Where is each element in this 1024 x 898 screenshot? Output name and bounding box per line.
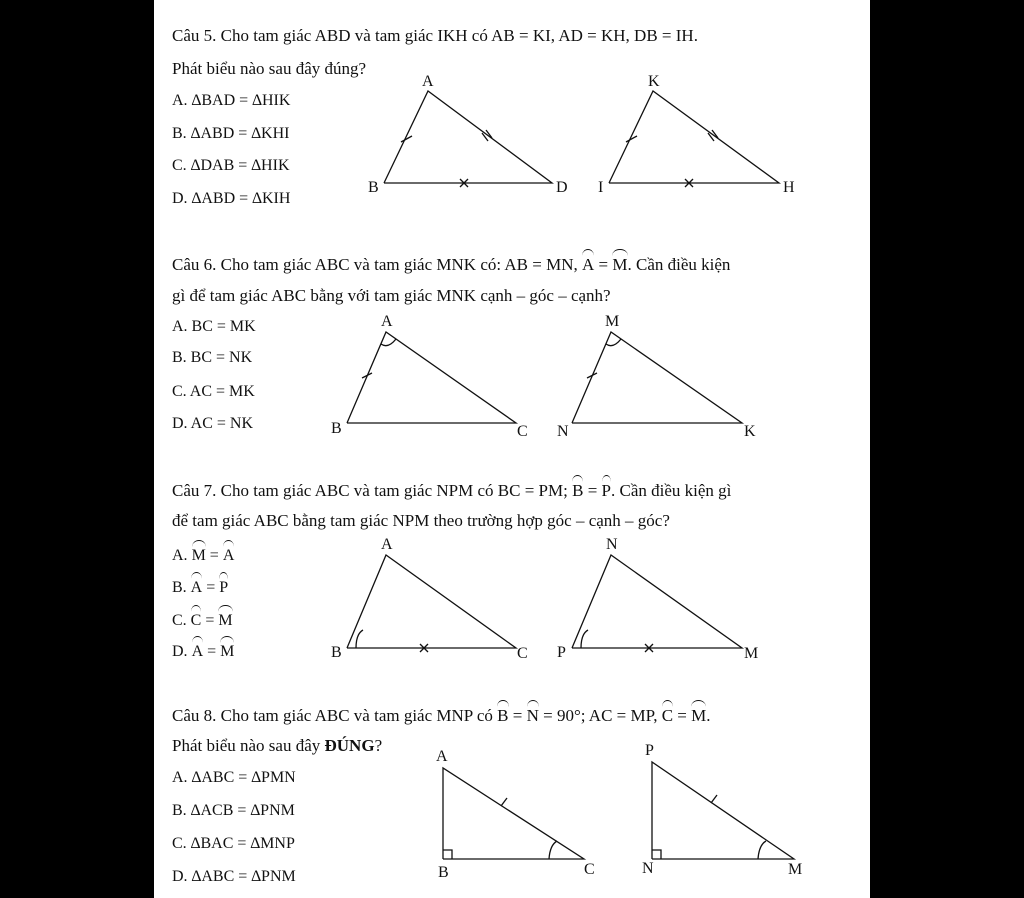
q5-prompt: Phát biểu nào sau đây đúng? (172, 59, 367, 78)
q7-option-b[interactable]: B. A = P (172, 576, 228, 598)
q7-fig1-left: B (331, 644, 342, 661)
q5-triangle-abd (368, 73, 568, 196)
q6-option-a[interactable]: A. BC = MK (172, 318, 256, 335)
q8-fig1-right: C (584, 861, 595, 878)
q8-angle-b: B (497, 706, 509, 725)
q5-option-a[interactable]: A. ∆BAD = ∆HIK (172, 92, 291, 109)
q6-triangle-abc (331, 313, 528, 440)
q5-option-b[interactable]: B. ∆ABD = ∆KHI (172, 125, 290, 142)
q6-fig2-top: M (605, 313, 620, 330)
q7-line2: để tam giác ABC bằng tam giác NPM theo trường hợp góc – cạnh – góc? (172, 511, 670, 530)
q7-option-c[interactable]: C. C = M (172, 609, 233, 631)
q8-fig2-top: P (645, 742, 654, 759)
q7-statement: Câu 7. Cho tam giác ABC và tam giác NPM có BC = PM; B = P. Cần điều kiện gì (172, 481, 732, 500)
q5-option-c[interactable]: C. ∆DAB = ∆HIK (172, 157, 290, 174)
q6-option-c[interactable]: C. AC = MK (172, 383, 255, 400)
q7-option-a[interactable]: A. M = A (172, 544, 234, 566)
worksheet-page (154, 0, 870, 898)
q8-triangle-pnm (642, 742, 802, 878)
q5-fig1-top: A (422, 73, 434, 90)
q7-angle-1: B (572, 481, 584, 500)
q7-triangle-abc (331, 536, 528, 662)
q8-triangle-abc (436, 748, 595, 881)
q6-statement: Câu 6. Cho tam giác ABC và tam giác MNK có: AB = MN, A = M. Cần điều kiện (172, 255, 731, 274)
q6-angle-1: A (582, 255, 595, 274)
q7-triangle-npm (557, 536, 758, 662)
q7-angle-2: P (601, 481, 612, 500)
q8-option-d[interactable]: D. ∆ABC = ∆PNM (172, 868, 296, 885)
q5-fig1-right: D (556, 179, 568, 196)
q6-fig2-right: K (744, 423, 756, 440)
q5-fig2-top: K (648, 73, 660, 90)
q6-option-d[interactable]: D. AC = NK (172, 415, 254, 432)
q6-fig1-right: C (517, 423, 528, 440)
q8-option-b[interactable]: B. ∆ACB = ∆PNM (172, 802, 295, 819)
q5-triangle-ikh (598, 73, 795, 196)
q8-statement: Câu 8. Cho tam giác ABC và tam giác MNP có B = N = 90°; AC = MP, C = M. (172, 706, 711, 725)
q6-angle-2: M (612, 255, 628, 274)
q6-fig2-left: N (557, 423, 569, 440)
q5-fig2-left: I (598, 179, 604, 196)
q8-fig2-right: M (788, 861, 803, 878)
q8-option-a[interactable]: A. ∆ABC = ∆PMN (172, 769, 296, 786)
q6-fig1-top: A (381, 313, 393, 330)
q5-option-d[interactable]: D. ∆ABD = ∆KIH (172, 190, 291, 207)
q8-prompt: Phát biểu nào sau đây ĐÚNG? (172, 736, 383, 755)
q8-fig1-left: B (438, 864, 449, 881)
q6-option-b[interactable]: B. BC = NK (172, 349, 253, 366)
q8-option-c[interactable]: C. ∆BAC = ∆MNP (172, 835, 295, 852)
q7-fig2-top: N (606, 536, 618, 553)
q8-fig2-left: N (642, 860, 654, 877)
q5-fig2-right: H (783, 179, 795, 196)
q7-fig2-left: P (557, 644, 566, 661)
q8-angle-n: N (526, 706, 539, 725)
q6-fig1-left: B (331, 420, 342, 437)
q7-fig1-right: C (517, 645, 528, 662)
q7-option-d[interactable]: D. A = M (172, 640, 234, 662)
q8-angle-m: M (691, 706, 707, 725)
q5-statement: Câu 5. Cho tam giác ABD và tam giác IKH có AB = KI, AD = KH, DB = IH. (172, 26, 698, 45)
q8-fig1-top: A (436, 748, 448, 765)
q7-fig1-top: A (381, 536, 393, 553)
q7-fig2-right: M (744, 645, 759, 662)
q5-fig1-left: B (368, 179, 379, 196)
q8-angle-c: C (661, 706, 674, 725)
q6-line2: gì để tam giác ABC bằng với tam giác MNK cạnh – góc – cạnh? (172, 286, 611, 305)
q6-triangle-mnk (557, 313, 756, 440)
